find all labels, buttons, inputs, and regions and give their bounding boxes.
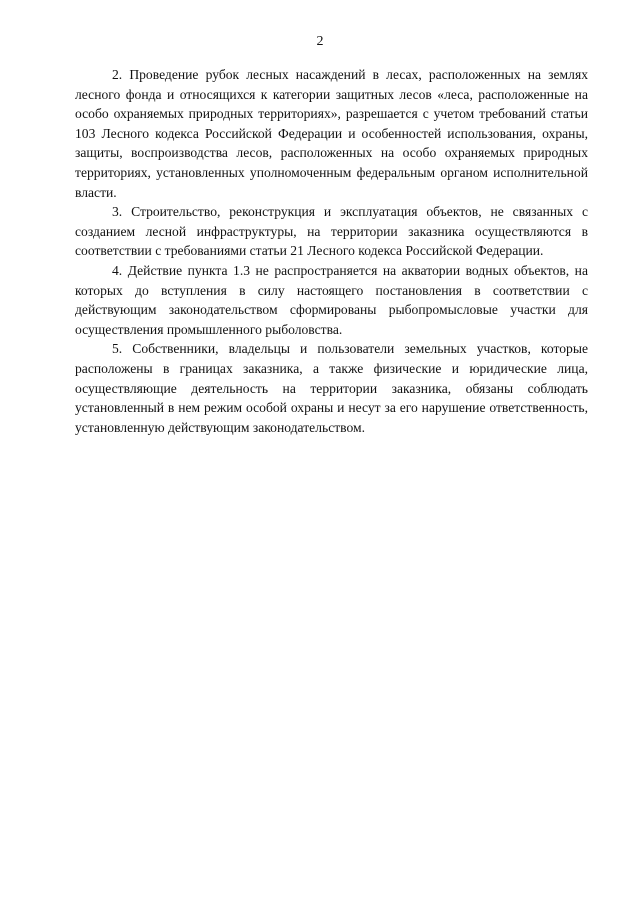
document-body (75, 65, 588, 437)
paragraph-4: 4. Действие пункта 1.3 не распространяется на акватории водных объектов, на которых до вступления в силу настоящего постановления в соответствии с действующим законодательством сформированы рыбопромысловые участки для осуществления промышленного рыболовства. (75, 262, 588, 337)
page-number: 2 (316, 34, 324, 49)
paragraph-3: 3. Строительство, реконструкция и эксплуатация объектов, не связанных с созданием лесной инфраструктуры, на территории заказника осуществляются в соответствии с требованиями статьи 21 Лесного кодекса Российской Федерации. (75, 204, 588, 259)
paragraph-5: 5. Собственники, владельцы и пользователи земельных участков, которые расположены в границах заказника, а также физические и юридические лица, осуществляющие деятельность на территории заказника, обязаны соблюдать установленный в нем режим особой охраны и несут за его нарушение ответственность, установленную действующим законодательством. (75, 341, 588, 435)
paragraph-2: 2. Проведение рубок лесных насаждений в лесах, расположенных на землях лесного фонда и относящихся к категории защитных лесов «леса, расположенные на особо охраняемых природных территориях», разрешается с учетом требований статьи 103 Лесного кодекса Российской Федерации и особенностей использования, охраны, защиты, воспроизводства лесов, расположенных на особо охраняемых природных территориях, установленных уполномоченным федеральным органом исполнительной власти. (75, 67, 588, 200)
